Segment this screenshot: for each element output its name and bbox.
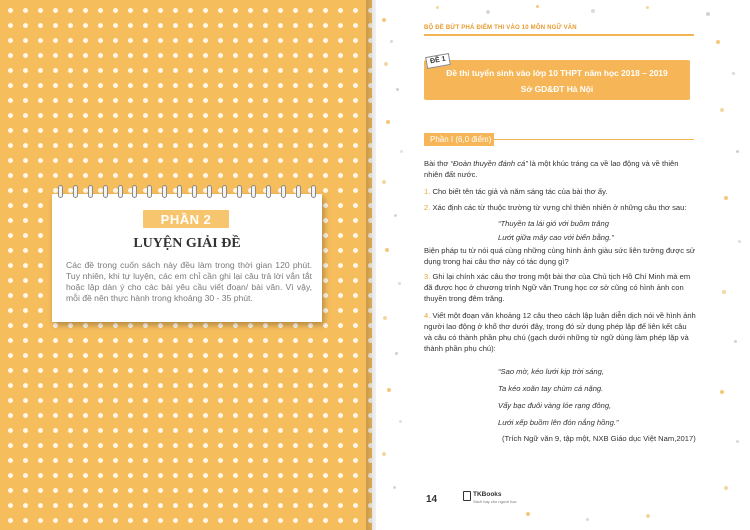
book-logo-icon — [463, 491, 471, 501]
question-number: 4. — [424, 311, 431, 320]
decor-dot — [387, 388, 391, 392]
exam-title: Đề thi tuyển sinh vào lớp 10 THPT năm học 2018 – 2019 — [446, 68, 668, 78]
spiral-ring — [103, 185, 108, 198]
decor-dot — [399, 420, 402, 423]
publisher-logo: TKBooks — [473, 491, 502, 498]
decor-dot — [385, 248, 389, 252]
spiral-binding — [58, 185, 316, 199]
spiral-ring — [73, 185, 78, 198]
poem-line: “Sao mờ, kéo lưới kịp trời sáng, — [498, 367, 604, 376]
spiral-ring — [162, 185, 167, 198]
quote-line: Lướt giữa mây cao với biển bằng.” — [498, 233, 614, 242]
decor-dot — [382, 18, 386, 22]
question-4 — [424, 310, 696, 354]
exam-tag: ĐỀ 1 — [425, 53, 451, 69]
spiral-ring — [207, 185, 212, 198]
spiral-ring — [118, 185, 123, 198]
part-heading-rule — [494, 139, 694, 140]
decor-dot — [736, 440, 739, 443]
section-title: LUYỆN GIẢI ĐỀ — [133, 236, 241, 251]
spiral-ring — [281, 185, 286, 198]
decor-dot — [398, 282, 401, 285]
decor-dot — [386, 120, 390, 124]
decor-dot — [436, 6, 439, 9]
question-2-followup: Biện pháp tu từ nói quá cùng những cùng hình ảnh giàu sức liên tưởng được sử dụng trong hai câu thơ này có tác dụng gì? — [424, 246, 695, 266]
decor-dot — [586, 518, 589, 521]
decor-dot — [382, 180, 386, 184]
quote-line: “Thuyền ta lái gió với buồm trăng — [498, 219, 609, 228]
spiral-ring — [132, 185, 137, 198]
intro-paragraph — [424, 158, 696, 180]
decor-dot — [395, 352, 398, 355]
poem-line: Lưới xếp buồm lên đón nắng hồng.” — [498, 418, 619, 427]
decor-dot — [720, 108, 724, 112]
decor-dot — [724, 486, 728, 490]
decor-dot — [526, 512, 530, 516]
question-2 — [424, 202, 696, 213]
question-text: Xác định các từ thuộc trường từ vựng chỉ thiên nhiên ở những câu thơ sau: — [432, 203, 687, 212]
spiral-ring — [251, 185, 256, 198]
question-text: Viết một đoạn văn khoảng 12 câu theo cách lập luận diễn dịch nói về hình ảnh người lao động ở khổ thơ dưới đây, trong đó sử dụng phép lặp để liên kết câu và câu có thành phần phụ chú (gạch dưới những từ ngữ dùng làm phép lặp và thành phần phụ chú): — [424, 311, 696, 353]
poem-line: Vẩy bạc đuôi vàng lóe rạng đông, — [498, 401, 612, 410]
spiral-ring — [296, 185, 301, 198]
question-1 — [424, 186, 696, 197]
question-text: Ghi lại chính xác câu thơ trong một bài thơ của Chủ tịch Hồ Chí Minh mà em đã được học ở chương trình Ngữ văn Trung học cơ sở cũng có hình ảnh con thuyền trong đêm trăng. — [424, 272, 691, 303]
decor-dot — [646, 514, 650, 518]
spiral-ring — [311, 185, 316, 198]
decor-dot — [591, 9, 595, 13]
section-description: Các đề trong cuốn sách này đều làm trong thời gian 120 phút. Tuy nhiên, khi tự luyện, các em chỉ cần ghi lại câu trả lời vắn tắt hoặc lập dàn ý cho các bài yêu cầu viết đoạn/ bài văn. Vì vậy, mỗi đề nên thực hành trong khoảng 30 - 35 phút. — [66, 260, 312, 303]
intro-suffix: là một khúc tráng ca về lao động và về thiên nhiên đất nước. — [424, 159, 679, 179]
decor-dot — [722, 290, 726, 294]
question-number: 3. — [424, 272, 431, 281]
question-number: 1. — [424, 187, 431, 196]
spiral-ring — [147, 185, 152, 198]
page-number: 14 — [426, 494, 438, 505]
citation: (Trích Ngữ văn 9, tập một, NXB Giáo dục Việt Nam,2017) — [502, 434, 696, 443]
spiral-ring — [192, 185, 197, 198]
decor-dot — [390, 40, 393, 43]
decor-dot — [382, 452, 386, 456]
decor-dot — [486, 10, 490, 14]
question-3 — [424, 271, 696, 304]
decor-dot — [716, 40, 720, 44]
decor-dot — [738, 240, 741, 243]
decor-dot — [646, 6, 649, 9]
decor-dot — [393, 486, 396, 489]
part-heading: Phần I (6,0 điểm) — [424, 133, 494, 146]
spiral-ring — [177, 185, 182, 198]
decor-dot — [384, 62, 388, 66]
right-page — [376, 0, 750, 530]
poem-title: “Đoàn thuyền đánh cá” — [450, 159, 528, 168]
exam-authority: Sở GD&ĐT Hà Nội — [520, 84, 594, 94]
publisher-tagline: Sách hay cho người học — [473, 499, 517, 504]
decor-dot — [720, 390, 724, 394]
question-number: 2. — [424, 203, 431, 212]
intro-prefix: Bài thơ — [424, 159, 451, 168]
question-text: Cho biết tên tác giả và năm sáng tác của bài thơ ấy. — [432, 187, 608, 196]
decor-dot — [383, 316, 387, 320]
section-card — [52, 194, 322, 322]
decor-dot — [706, 12, 710, 16]
spiral-ring — [88, 185, 93, 198]
decor-dot — [732, 72, 735, 75]
poem-line: Ta kéo xoăn tay chùm cá nặng. — [498, 384, 604, 393]
spiral-ring — [266, 185, 271, 198]
running-header: BỘ ĐỀ BỨT PHÁ ĐIỂM THI VÀO 10 MÔN NGỮ VĂN — [424, 25, 577, 31]
decor-dot — [724, 196, 728, 200]
decor-dot — [400, 150, 403, 153]
part-badge: PHẦN 2 — [143, 210, 229, 228]
spiral-ring — [58, 185, 63, 198]
decor-dot — [736, 150, 739, 153]
decor-dot — [536, 5, 539, 8]
decor-dot — [396, 88, 399, 91]
exam-title-box — [424, 60, 690, 100]
spiral-ring — [222, 185, 227, 198]
spiral-ring — [237, 185, 242, 198]
decor-dot — [394, 214, 397, 217]
decor-dot — [734, 340, 737, 343]
